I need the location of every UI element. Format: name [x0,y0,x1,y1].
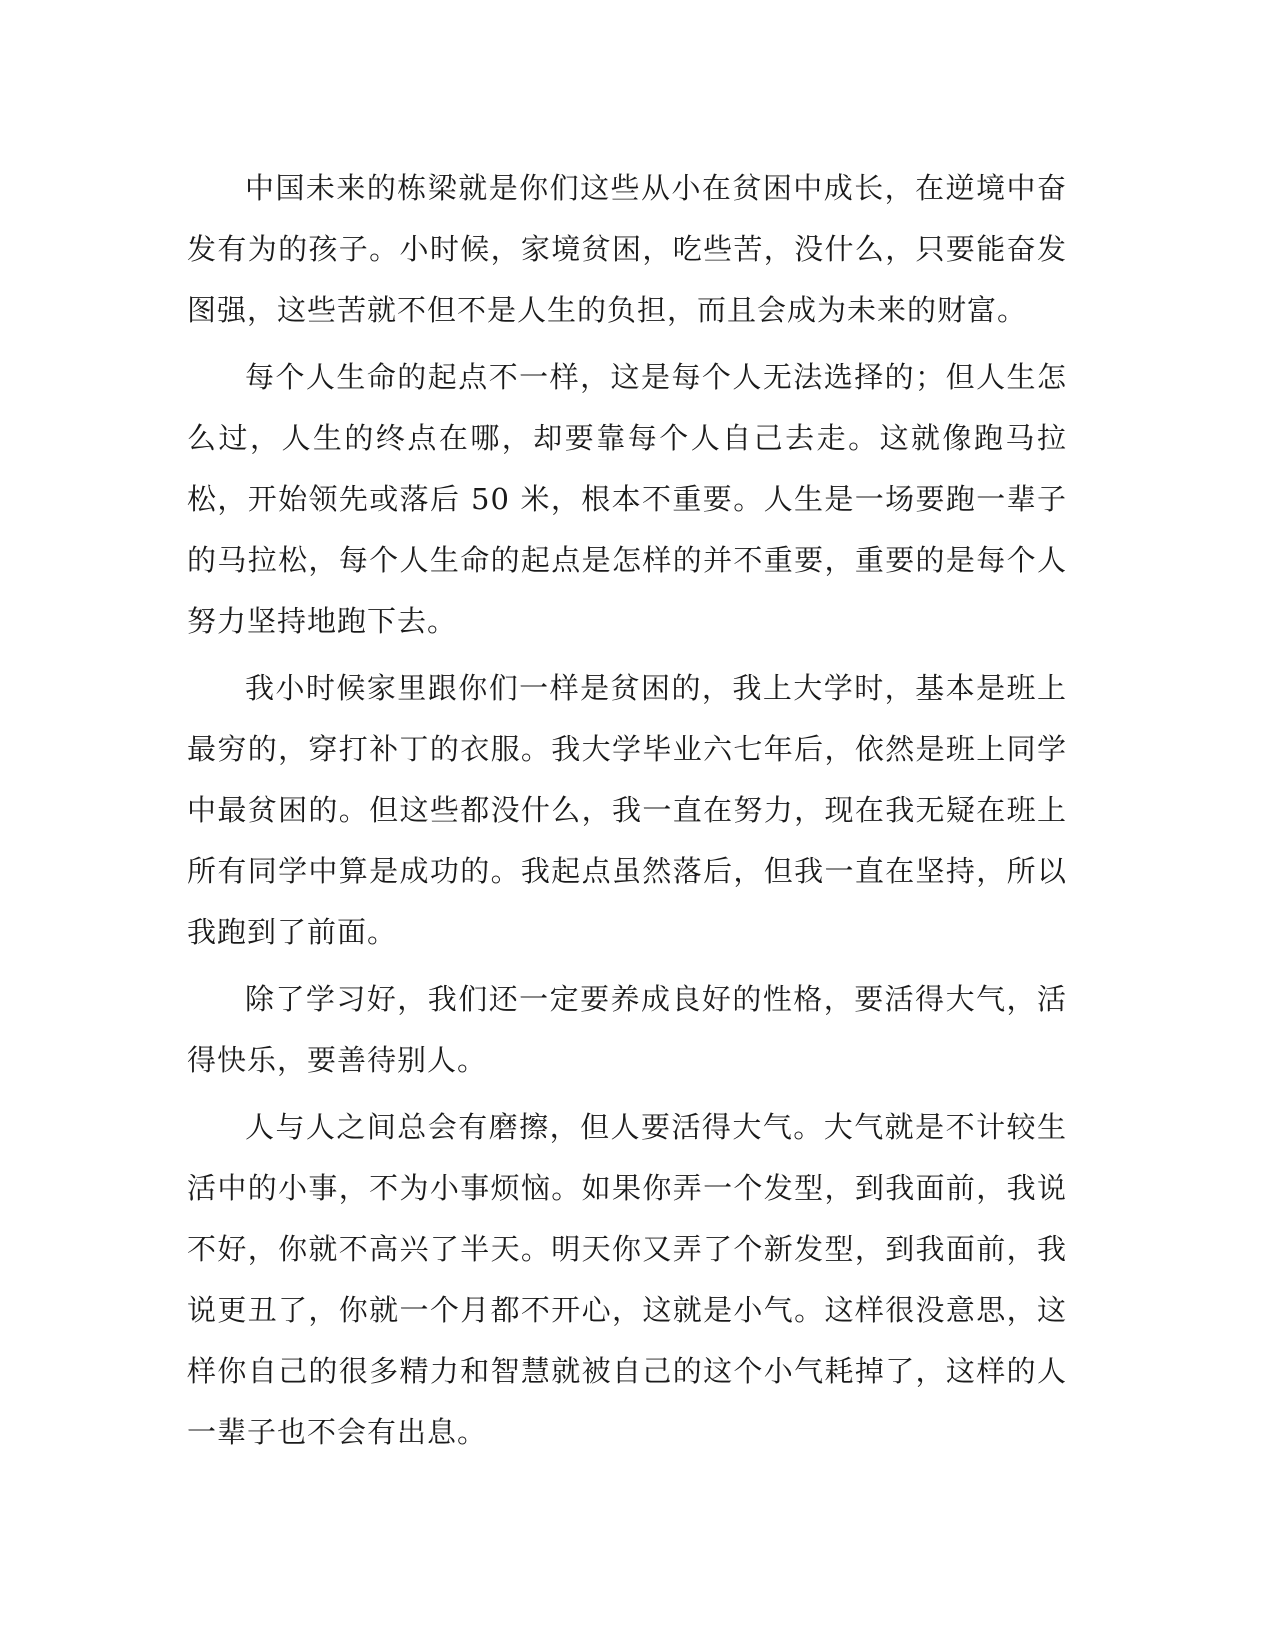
paragraph-1: 中国未来的栋梁就是你们这些从小在贫困中成长，在逆境中奋发有为的孩子。小时候，家境贫困，吃些苦，没什么，只要能奋发图强，这些苦就不但不是人生的负担，而且会成为未来的财富。 [187,171,1067,327]
paragraph-3: 我小时候家里跟你们一样是贫困的，我上大学时，基本是班上最穷的，穿打补丁的衣服。我大学毕业六七年后，依然是班上同学中最贫困的。但这些都没什么，我一直在努力，现在我无疑在班上所有同学中算是成功的。我起点虽然落后，但我一直在坚持，所以我跑到了前面。 [187,671,1067,949]
paragraph-2: 每个人生命的起点不一样，这是每个人无法选择的；但人生怎么过，人生的终点在哪，却要靠每个人自己去走。这就像跑马拉松，开始领先或落后 50 米，根本不重要。人生是一场要跑一辈子的马拉松，每个人生命的起点是怎样的并不重要，重要的是每个人努力坚持地跑下去。 [187,360,1067,638]
paragraph-4: 除了学习好，我们还一定要养成良好的性格，要活得大气，活得快乐，要善待别人。 [187,982,1067,1077]
document-body [187,158,1067,1463]
paragraph-5: 人与人之间总会有磨擦，但人要活得大气。大气就是不计较生活中的小事，不为小事烦恼。如果你弄一个发型，到我面前，我说不好，你就不高兴了半天。明天你又弄了个新发型，到我面前，我说更丑了，你就一个月都不开心，这就是小气。这样很没意思，这样你自己的很多精力和智慧就被自己的这个小气耗掉了，这样的人一辈子也不会有出息。 [187,1110,1067,1449]
